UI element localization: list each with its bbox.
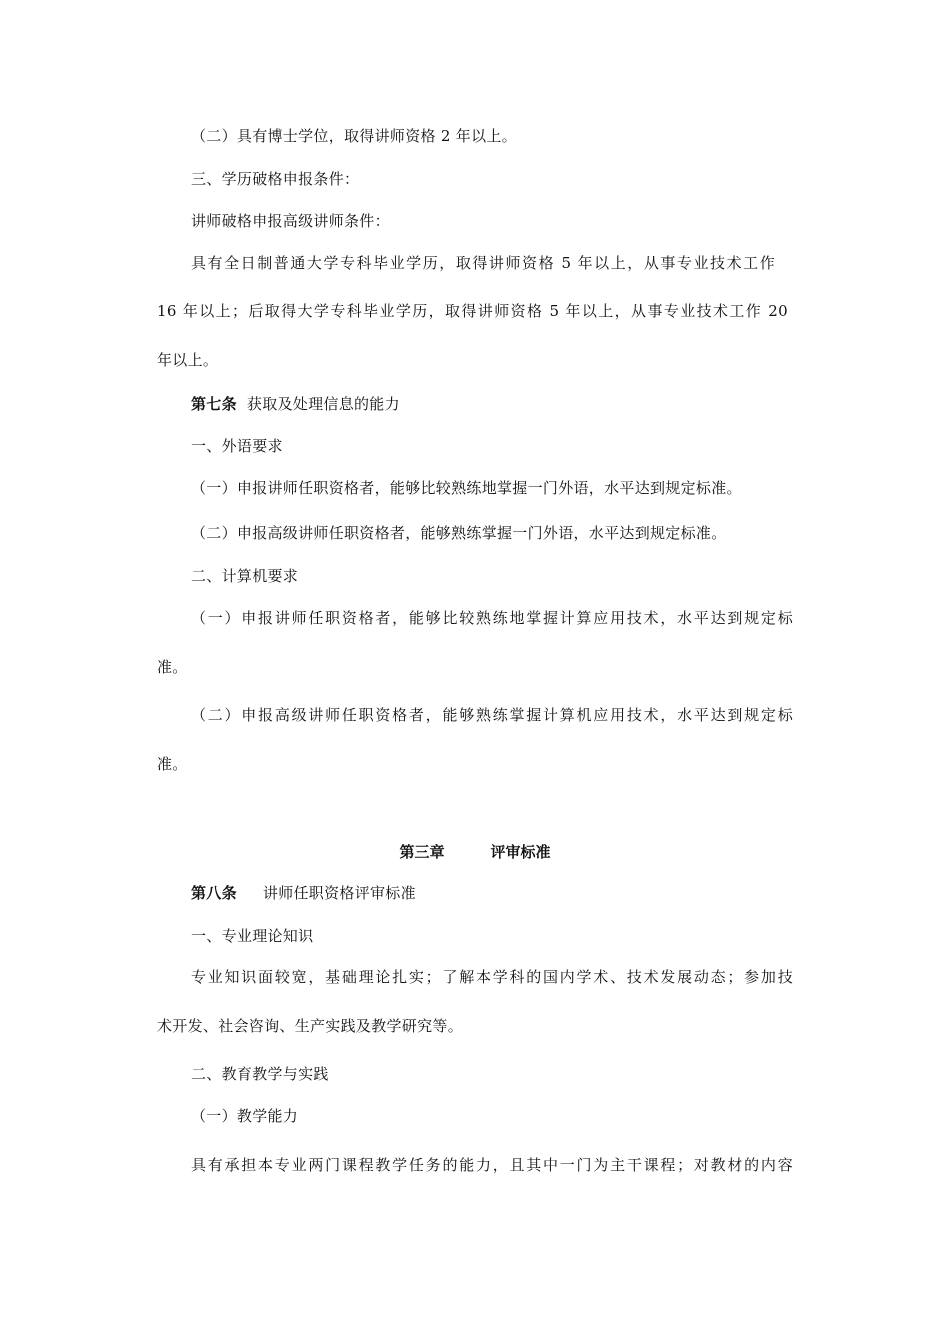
paragraph-line: （二）申报高级讲师任职资格者，能够熟练掌握计算机应用技术，水平达到规定标	[191, 706, 793, 724]
paragraph-line: （一）申报讲师任职资格者，能够比较熟练地掌握计算应用技术，水平达到规定标	[191, 609, 793, 627]
paragraph-line: 术开发、社会咨询、生产实践及教学研究等。	[157, 1017, 464, 1035]
subsection-heading: （一）教学能力	[191, 1107, 299, 1125]
section-heading: 二、教育教学与实践	[191, 1065, 329, 1083]
paragraph-line: （二）申报高级讲师任职资格者，能够熟练掌握一门外语，水平达到规定标准。	[191, 524, 727, 542]
article-label: 第八条	[191, 884, 237, 902]
paragraph-line: 专业知识面较宽，基础理论扎实；了解本学科的国内学术、技术发展动态；参加技	[191, 968, 793, 986]
paragraph-line: 讲师破格申报高级讲师条件：	[191, 212, 390, 230]
article-title: 讲师任职资格评审标准	[262, 884, 416, 902]
section-heading: 二、计算机要求	[191, 567, 299, 585]
paragraph-line: （一）申报讲师任职资格者，能够比较熟练地掌握一门外语，水平达到规定标准。	[191, 479, 742, 497]
paragraph-line: （二）具有博士学位，取得讲师资格 2 年以上。	[191, 127, 517, 145]
article-title: 获取及处理信息的能力	[246, 395, 400, 413]
chapter-heading	[0, 842, 950, 862]
paragraph-line: 16 年以上；后取得大学专科毕业学历，取得讲师资格 5 年以上，从事专业技术工作 20	[157, 302, 788, 320]
paragraph-line: 具有全日制普通大学专科毕业学历，取得讲师资格 5 年以上，从事专业技术工作	[191, 254, 775, 272]
section-heading: 一、外语要求	[191, 437, 283, 455]
paragraph-line: 具有承担本专业两门课程教学任务的能力，且其中一门为主干课程；对教材的内容	[191, 1156, 793, 1174]
chapter-title: 评审标准	[490, 843, 551, 861]
paragraph-line: 准。	[157, 658, 188, 676]
article-7-heading	[191, 394, 400, 414]
paragraph-line: 年以上。	[157, 351, 219, 369]
chapter-number: 第三章	[399, 843, 445, 861]
section-heading: 一、专业理论知识	[191, 927, 314, 945]
article-label: 第七条	[191, 395, 237, 413]
article-8-heading	[191, 883, 416, 903]
paragraph-line: 准。	[157, 755, 188, 773]
section-heading: 三、学历破格申报条件：	[191, 170, 360, 188]
